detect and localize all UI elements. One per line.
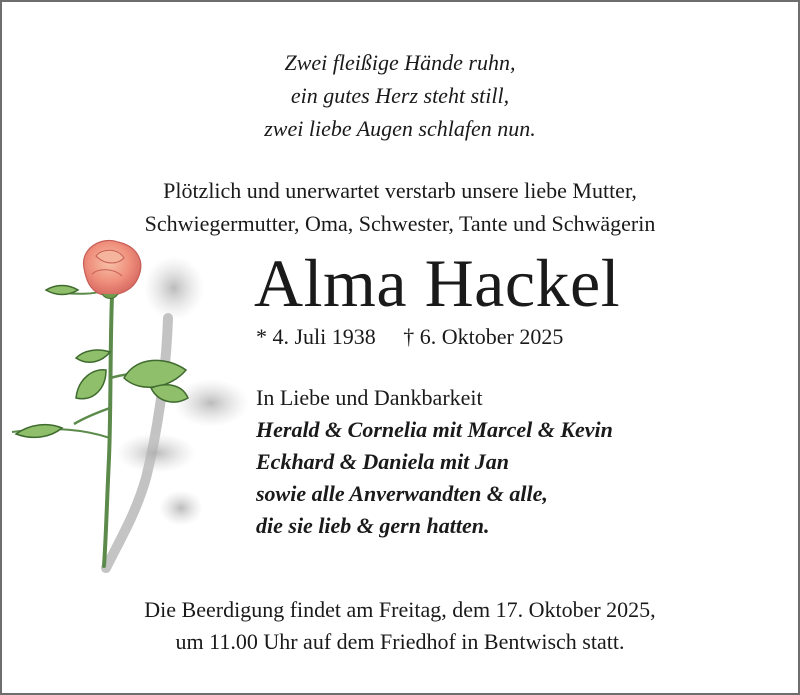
mourners-intro: In Liebe und Dankbarkeit (256, 385, 483, 410)
mourner-line: sowie alle Anverwandten & alle, (256, 481, 548, 506)
poem-line: zwei liebe Augen schlafen nun. (264, 116, 536, 141)
life-dates (256, 322, 563, 352)
funeral-line: um 11.00 Uhr auf dem Friedhof in Bentwisch statt. (175, 629, 625, 654)
rose-bloom (84, 240, 141, 298)
rose-shadow (106, 256, 249, 568)
poem-line: ein gutes Herz steht still, (290, 83, 510, 108)
death-date: † 6. Oktober 2025 (403, 324, 564, 349)
deceased-name: Alma Hackel (254, 245, 621, 321)
mourner-line: Eckhard & Daniela mit Jan (256, 449, 510, 474)
announcement-text (2, 174, 798, 240)
poem-line: Zwei fleißige Hände ruhn, (284, 50, 516, 75)
funeral-details (2, 594, 798, 658)
funeral-line: Die Beerdigung findet am Freitag, dem 17. Oktober 2025, (144, 597, 656, 622)
mourner-line: Herald & Cornelia mit Marcel & Kevin (256, 417, 613, 442)
mourners-block (256, 382, 613, 542)
announcement-line: Plötzlich und unerwartet verstarb unsere liebe Mutter, (163, 178, 637, 203)
mourner-line: die sie lieb & gern hatten. (256, 513, 490, 538)
rose-icon (6, 238, 256, 578)
poem (2, 46, 798, 145)
birth-date: * 4. Juli 1938 (256, 324, 376, 349)
announcement-line: Schwiegermutter, Oma, Schwester, Tante und Schwägerin (144, 211, 656, 236)
